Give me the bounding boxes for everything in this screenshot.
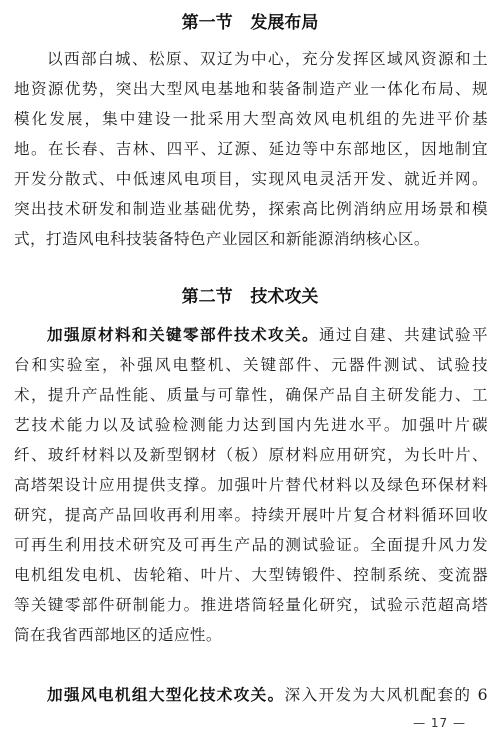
text-line: 模化发展，集中建设一批采用大型高效风电机组的先进平价基 bbox=[14, 110, 488, 128]
text-line bbox=[14, 680, 488, 710]
text-run: 深入开发为大风机配套的 6 bbox=[284, 686, 488, 704]
paragraph-development-layout bbox=[14, 44, 488, 254]
text-line: 电机组发电机、齿轮箱、叶片、大型铸锻件、控制系统、变流器 bbox=[14, 566, 488, 584]
section-heading-layout: 第一节 发展布局 bbox=[181, 13, 319, 33]
text-line: 艺技术能力以及试验检测能力达到国内先进水平。加强叶片碳 bbox=[14, 416, 488, 434]
text-line: 开发分散式、中低速风电项目，实现风电灵活开发、就近并网。 bbox=[14, 170, 488, 188]
section-heading-technology: 第二节 技术攻关 bbox=[181, 287, 319, 307]
text-line: 地资源优势，突出大型风电基地和装备制造产业一体化布局、规 bbox=[14, 80, 488, 98]
text-line: 可再生利用技术研究及可再生产品的测试验证。全面提升风力发 bbox=[14, 536, 488, 554]
text-line: 高塔架设计应用提供支撑。加强叶片替代材料以及绿色环保材料 bbox=[14, 476, 488, 494]
text-line: 台和实验室，补强风电整机、关键部件、元器件测试、试验技 bbox=[14, 356, 488, 374]
text-run: 通过自建、共建试验平 bbox=[319, 326, 488, 344]
page-number: — 17 — bbox=[413, 716, 466, 730]
text-line: 研究，提高产品回收再利用率。持续开展叶片复合材料循环回收 bbox=[14, 506, 488, 524]
text-line: 突出技术研发和制造业基础优势，探索高比例消纳应用场景和模 bbox=[14, 200, 488, 218]
text-line bbox=[14, 320, 488, 350]
paragraph-turbine-scaling bbox=[14, 680, 488, 710]
paragraph-materials-components bbox=[14, 320, 488, 650]
paragraph-lead: 加强原材料和关键零部件技术攻关。 bbox=[47, 325, 319, 344]
text-line: 以西部白城、松原、双辽为中心，充分发挥区域风资源和土 bbox=[47, 50, 488, 68]
paragraph-lead: 加强风电机组大型化技术攻关。 bbox=[47, 685, 285, 704]
text-line: 筒在我省西部地区的适应性。 bbox=[14, 626, 222, 644]
text-line: 式，打造风电科技装备特色产业园区和新能源消纳核心区。 bbox=[14, 230, 430, 248]
text-line: 术，提升产品性能、质量与可靠性，确保产品自主研发能力、工 bbox=[14, 386, 488, 404]
text-line: 等关键零部件研制能力。推进塔筒轻量化研究，试验示范超高塔 bbox=[14, 596, 488, 614]
text-line: 地。在长春、吉林、四平、辽源、延边等中东部地区，因地制宜 bbox=[14, 140, 488, 158]
text-line: 纤、玻纤材料以及新型钢材（板）原材料应用研究，为长叶片、 bbox=[14, 446, 488, 464]
